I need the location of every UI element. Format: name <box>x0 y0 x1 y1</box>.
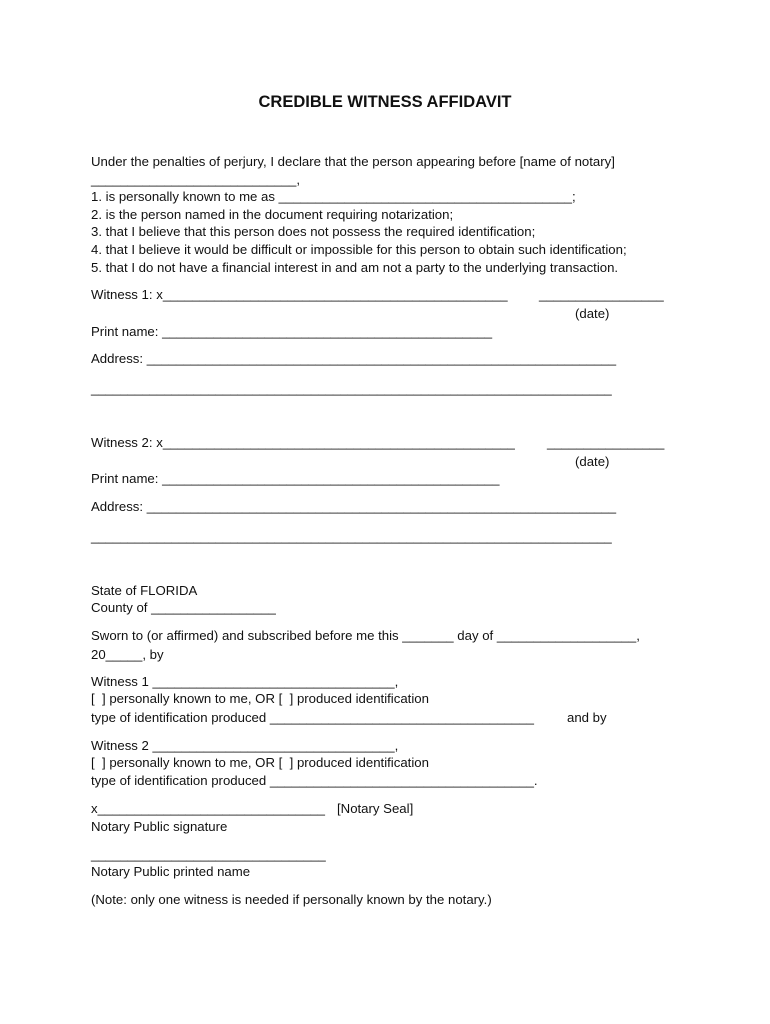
notary-witness1-known: [ ] personally known to me, OR [ ] produced identification <box>91 691 429 706</box>
notary-witness2-id-type: type of identification produced ____________________________________. <box>91 773 538 788</box>
witness2-signature-line: Witness 2: x________________________________________________ <box>91 435 515 450</box>
declaration-item-3: 3. that I believe that this person does not possess the required identification; <box>91 224 536 239</box>
intro-line: Under the penalties of perjury, I declare that the person appearing before [name of notary] <box>91 154 615 169</box>
witness1-address-line2: _______________________________________________________________________ <box>91 381 612 396</box>
declaration-item-2: 2. is the person named in the document requiring notarization; <box>91 207 454 222</box>
notary-witness1-line: Witness 1 _________________________________, <box>91 674 399 689</box>
witness1-date-line: _________________ <box>539 287 664 302</box>
witness2-date-label: (date) <box>575 454 610 469</box>
notary-witness2-known: [ ] personally known to me, OR [ ] produced identification <box>91 755 429 770</box>
notary-seal-label: [Notary Seal] <box>337 801 414 816</box>
notary-witness2-line: Witness 2 _________________________________, <box>91 738 399 753</box>
declaration-item-5: 5. that I do not have a financial interest in and am not a party to the underlying transaction. <box>91 260 619 275</box>
witness1-date-label: (date) <box>575 306 610 321</box>
sworn-year-line: 20_____, by <box>91 647 164 662</box>
witness2-date-line: ________________ <box>547 435 665 450</box>
witness1-signature-line: Witness 1: x_______________________________________________ <box>91 287 508 302</box>
witness1-address: Address: ________________________________________________________________ <box>91 351 617 366</box>
notary-witness1-id-type: type of identification produced ____________________________________ <box>91 710 534 725</box>
county-line: County of _________________ <box>91 600 276 615</box>
witness2-address: Address: ________________________________________________________________ <box>91 499 617 514</box>
witness-note: (Note: only one witness is needed if personally known by the notary.) <box>91 892 492 907</box>
document-title: CREDIBLE WITNESS AFFIDAVIT <box>258 93 512 111</box>
notary-printed-name-label: Notary Public printed name <box>91 864 251 879</box>
state-line: State of FLORIDA <box>91 583 198 598</box>
witness2-print-name: Print name: ______________________________________________ <box>91 471 500 486</box>
witness2-address-line2: _______________________________________________________________________ <box>91 529 612 544</box>
and-by-label: and by <box>567 710 607 725</box>
notary-signature-line: x_______________________________ <box>91 801 325 816</box>
declaration-item-4: 4. that I believe it would be difficult or impossible for this person to obtain such identification; <box>91 242 627 257</box>
notary-name-blank: ____________________________, <box>91 172 301 187</box>
sworn-line: Sworn to (or affirmed) and subscribed before me this _______ day of ___________________, <box>91 628 640 643</box>
notary-signature-label: Notary Public signature <box>91 819 228 834</box>
notary-printed-name-line: ________________________________ <box>91 847 326 862</box>
witness1-print-name: Print name: _____________________________________________ <box>91 324 493 339</box>
declaration-item-1: 1. is personally known to me as ________________________________________; <box>91 189 576 204</box>
